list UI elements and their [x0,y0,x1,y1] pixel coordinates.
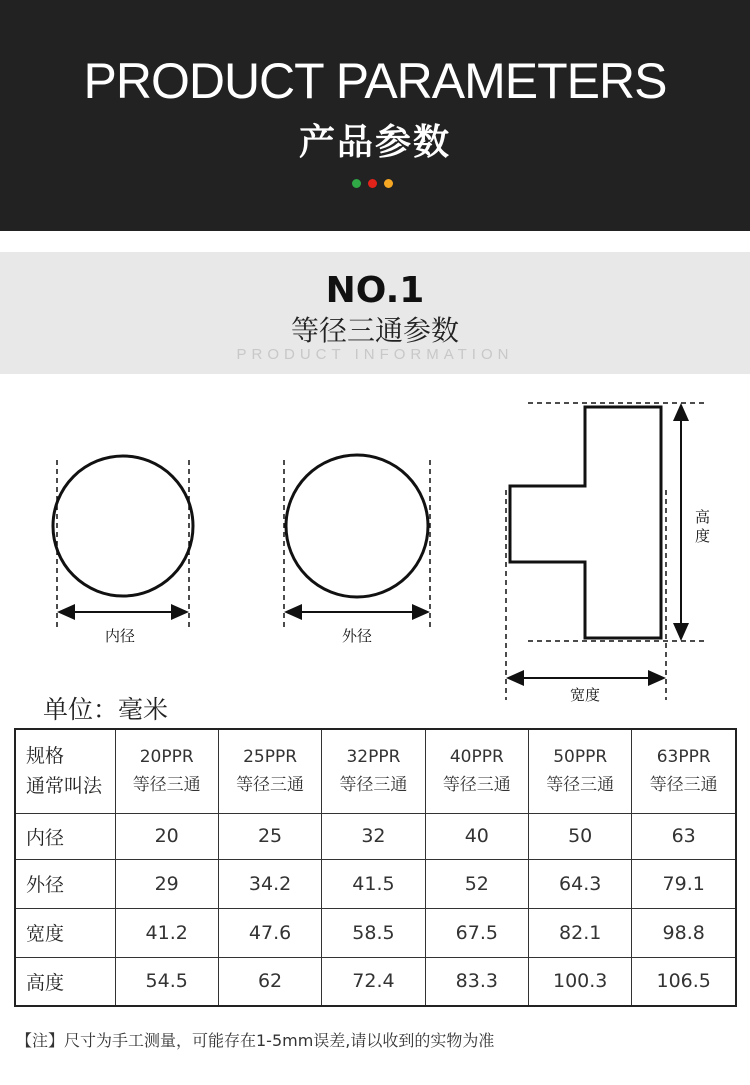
column-name: 等径三通 [649,775,718,796]
table-row [15,908,736,957]
column-name: 等径三通 [132,775,201,796]
table-cell: 34.2 [218,859,321,908]
table-cell: 64.3 [529,859,632,908]
header-banner [0,0,750,231]
spec-label: 规格 [26,745,65,768]
section-number: NO.1 [325,270,425,311]
table-cell: 32 [322,813,425,859]
row-label: 宽度 [15,908,115,957]
red-dot [368,179,377,188]
header-title-en: PRODUCT PARAMETERS [83,53,667,109]
table-header-row [15,729,736,813]
inner-diameter-figure [53,456,193,630]
column-spec: 63PPR [656,747,711,768]
table-row [15,813,736,859]
unit-label: 单位：毫米 [43,695,169,724]
table-cell: 41.2 [115,908,218,957]
column-spec: 40PPR [449,747,504,768]
table-cell: 47.6 [218,908,321,957]
table-cell: 79.1 [632,859,736,908]
column-spec: 50PPR [553,747,608,768]
table-cell: 82.1 [529,908,632,957]
column-name: 等径三通 [339,775,408,796]
column-header [425,729,528,813]
column-header [529,729,632,813]
footnote: 【注】尺寸为手工测量，可能存在1-5mm误差,请以收到的实物为准 [16,1031,495,1050]
row-label: 内径 [15,813,115,859]
column-header [322,729,425,813]
column-header [218,729,321,813]
table-cell: 52 [425,859,528,908]
table-cell: 29 [115,859,218,908]
dimension-diagram [0,390,750,704]
table-cell: 98.8 [632,908,736,957]
parameter-table [14,728,737,1007]
row-label: 高度 [15,957,115,1006]
column-name: 等径三通 [236,775,305,796]
header-dots [352,179,393,188]
section-title: 等径三通参数 [290,314,459,347]
header-first-cell [15,729,115,813]
table-cell: 72.4 [322,957,425,1006]
column-header [115,729,218,813]
column-header [632,729,736,813]
table-cell: 63 [632,813,736,859]
common-name-label: 通常叫法 [26,775,103,798]
table-cell: 25 [218,813,321,859]
section-subtitle: PRODUCT INFORMATION [236,346,514,363]
table-cell: 100.3 [529,957,632,1006]
outer-diameter-figure [284,455,430,630]
inner-diameter-label: 内径 [105,627,136,645]
table-cell: 50 [529,813,632,859]
column-spec: 20PPR [139,747,194,768]
outer-diameter-label: 外径 [342,627,373,645]
table-cell: 40 [425,813,528,859]
table-cell: 62 [218,957,321,1006]
table-cell: 20 [115,813,218,859]
table-cell: 83.3 [425,957,528,1006]
width-label: 宽度 [570,686,601,704]
column-spec: 25PPR [243,747,298,768]
height-label: 高度 [695,508,711,545]
orange-dot [384,179,393,188]
table-row [15,859,736,908]
table-cell: 58.5 [322,908,425,957]
table-cell: 54.5 [115,957,218,1006]
header-title-cn: 产品参数 [298,122,451,163]
column-name: 等径三通 [442,775,511,796]
column-spec: 32PPR [346,747,401,768]
table-cell: 41.5 [322,859,425,908]
green-dot [352,179,361,188]
table-cell: 106.5 [632,957,736,1006]
table-row [15,957,736,1006]
column-name: 等径三通 [546,775,615,796]
tee-figure [506,403,705,700]
table-cell: 67.5 [425,908,528,957]
row-label: 外径 [15,859,115,908]
diagram-svg [0,390,750,700]
